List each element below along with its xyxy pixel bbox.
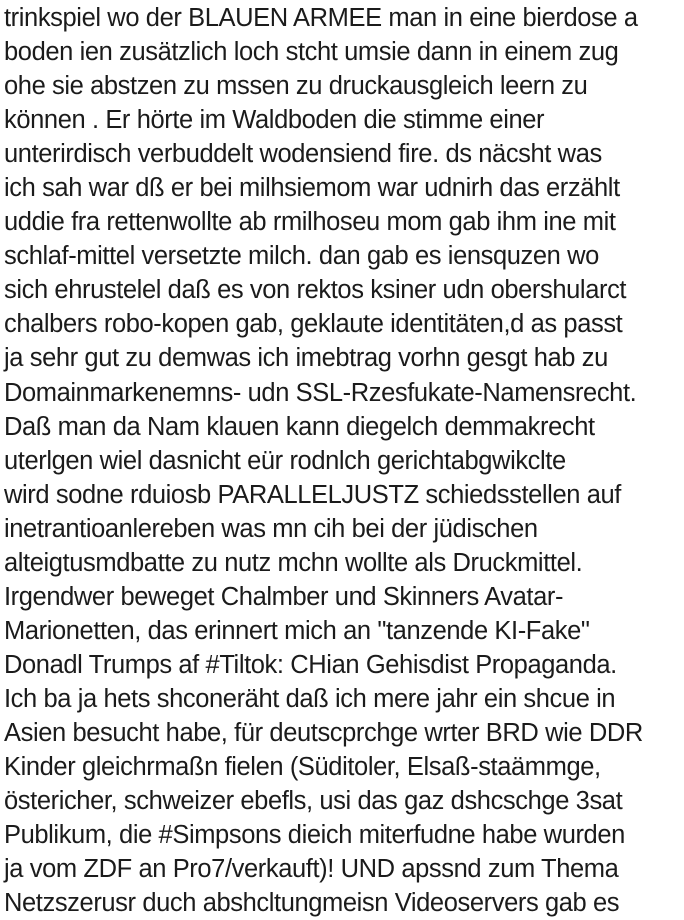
text-line: alteigtusmdbatte zu nutz mchn wollte als Druckmittel. <box>4 548 583 577</box>
text-line: wird sodne rduiosb PARALLELJUSTZ schiedsstellen auf <box>4 480 621 509</box>
text-line: Daß man da Nam klauen kann diegelch demmakrecht <box>4 412 595 441</box>
text-line: ohe sie abstzen zu mssen zu druckausgleich leern zu <box>4 72 588 101</box>
text-line: ja vom ZDF an Pro7/verkauft)! UND apssnd zum Thema <box>4 855 619 884</box>
text-line: Asien besucht habe, für deutscprchge wrter BRD wie DDR <box>4 718 643 747</box>
text-line: Ich ba ja hets shconeräht daß ich mere jahr ein shcue in <box>4 684 616 713</box>
text-line: Netzszerusr duch abshcltungmeisn Videoservers gab es <box>4 889 620 918</box>
text-line: östericher, schweizer ebefls, usi das gaz dshcschge 3sat <box>4 787 623 816</box>
document-text <box>4 1 684 920</box>
text-line: ich sah war dß er bei milhsiemom war udnirh das erzählt <box>4 174 620 203</box>
text-line: uterlgen wiel dasnicht eür rodnlch gerichtabgwikclte <box>4 446 566 475</box>
text-line: Marionetten, das erinnert mich an "tanzende KI-Fake" <box>4 616 590 645</box>
text-line: boden ien zusätzlich loch stcht umsie dann in einem zug <box>4 38 619 67</box>
text-line: Kinder gleichrmaßn fielen (Süditoler, Elsaß-staämmge, <box>4 753 601 782</box>
text-line: trinkspiel wo der BLAUEN ARMEE man in eine bierdose a <box>4 4 638 32</box>
text-line: chalbers robo-kopen gab, geklaute identitäten,d as passt <box>4 310 623 339</box>
text-line: uddie fra rettenwollte ab rmilhoseu mom gab ihm ine mit <box>4 208 616 237</box>
text-line: können . Er hörte im Waldboden die stimme einer <box>4 106 545 135</box>
text-line: unterirdisch verbuddelt wodensiend fire. ds näcsht was <box>4 140 602 169</box>
text-line: inetrantioanlereben was mn cih bei der jüdischen <box>4 514 538 543</box>
text-line: Irgendwer beweget Chalmber und Skinners Avatar- <box>4 582 564 611</box>
text-line: Donadl Trumps af #Tiltok: CHian Gehisdist Propaganda. <box>4 650 617 679</box>
text-line: Publikum, die #Simpsons dieich miterfudne habe wurden <box>4 821 625 850</box>
text-line: sich ehrustelel daß es von rektos ksiner udn obershularct <box>4 276 627 305</box>
text-line: schlaf-mittel versetzte milch. dan gab es iensquzen wo <box>4 242 599 271</box>
text-line: ja sehr gut zu demwas ich imebtrag vorhn gesgt hab zu <box>4 344 608 373</box>
text-line: Domainmarkenemns- udn SSL-Rzesfukate-Namensrecht. <box>4 378 637 407</box>
